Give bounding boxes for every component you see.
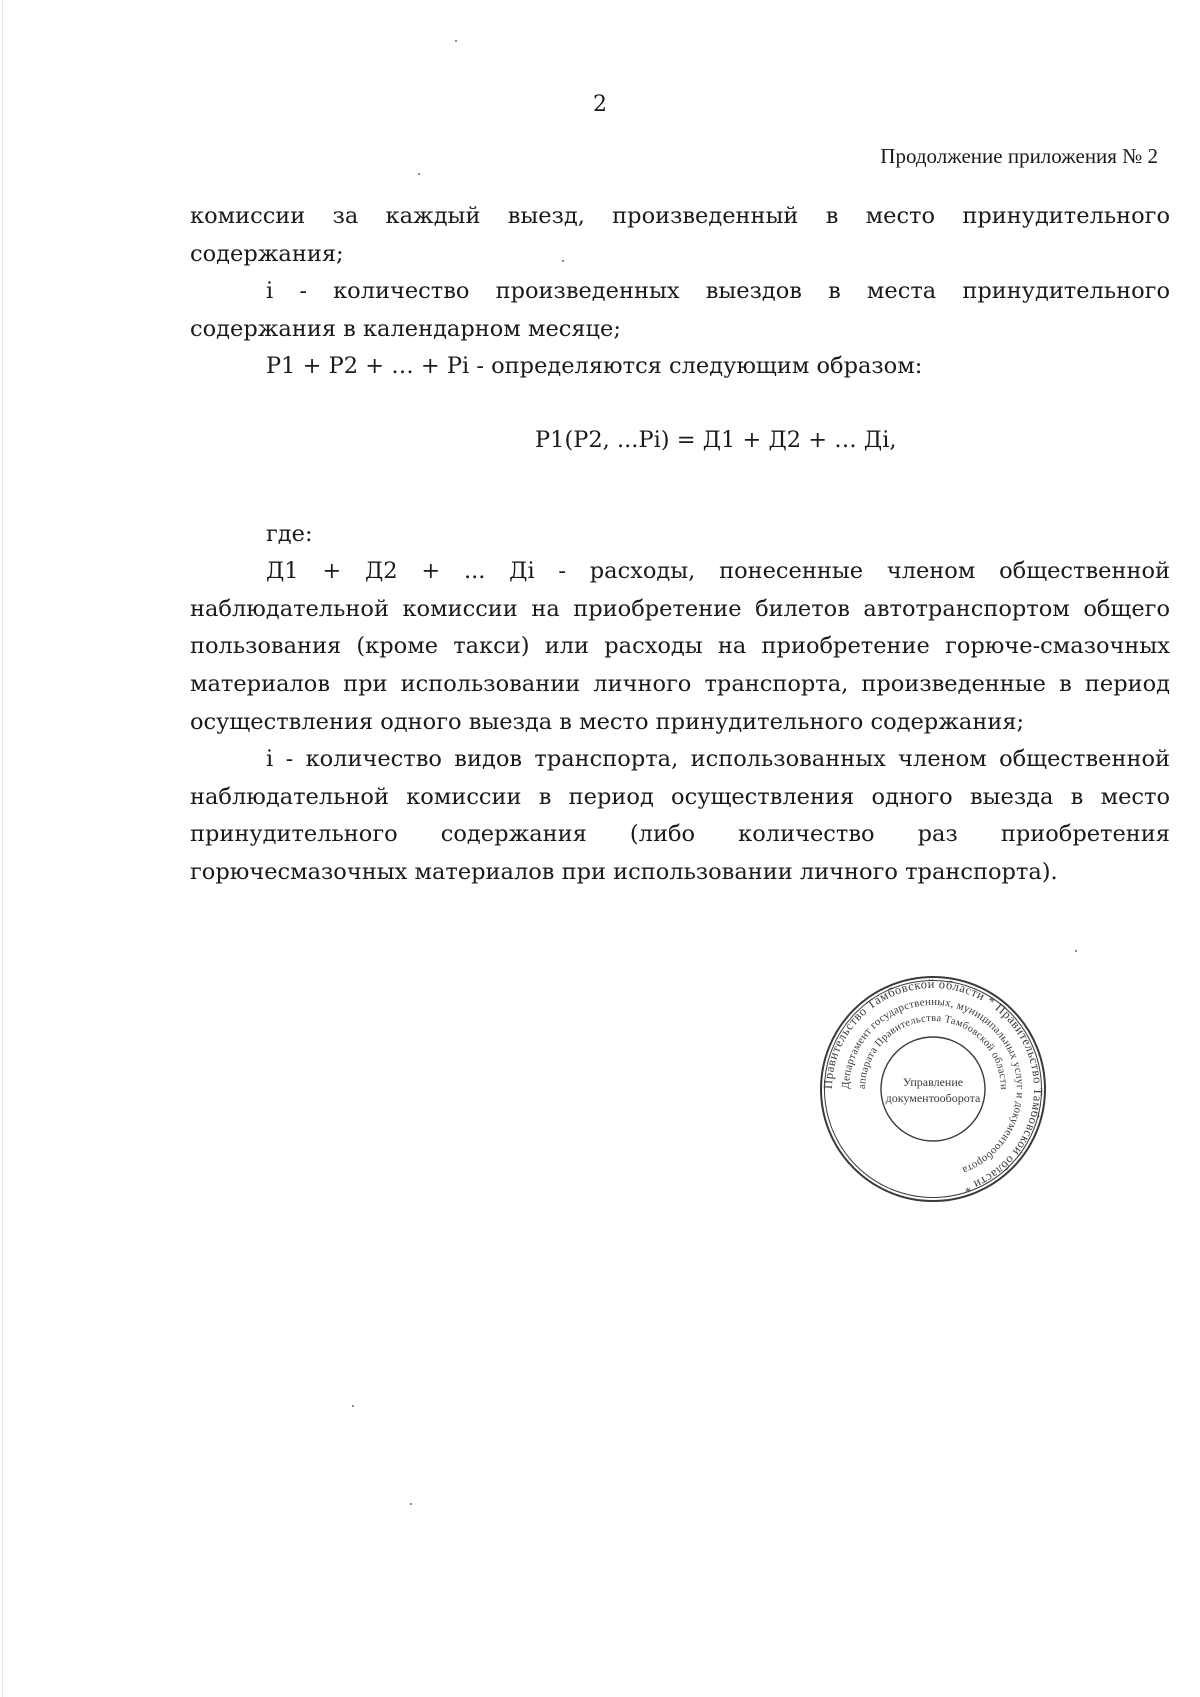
paragraph-commission-trip: комиссии за каждый выезд, произведенный в место принудительного содержания;: [190, 203, 1170, 267]
scan-speck: [455, 40, 457, 42]
scan-speck: [418, 173, 420, 175]
paragraph-transport-types: i - количество видов транспорта, использованных членом общественной наблюдательной комиссии в период осуществления одного выезда в место принудительного содержания (либо количество раз приобретения горючесмазочных материалов при использовании личного транспорта).: [190, 746, 1170, 885]
paragraph-expenses-definition: Д1 + Д2 + ... Дi - расходы, понесенные членом общественной наблюдательной комиссии на приобретение билетов автотранспортом общего пользования (кроме такси) или расходы на приобретение горюче-смазочных материалов при использовании личного транспорта, произведенные в период осуществления одного выезда в место принудительного содержания;: [190, 558, 1170, 735]
stamp-inner-ring-text: аппарата Правительства Тамбовской области: [856, 1012, 1010, 1091]
scan-speck: [352, 1405, 354, 1407]
document-body: [190, 198, 1170, 892]
scan-speck: [562, 260, 564, 262]
paragraph-formula-intro: P1 + P2 + … + Pi - определяются следующим образом:: [266, 353, 923, 380]
appendix-continuation-note: Продолжение приложения № 2: [880, 144, 1158, 168]
page-number: 2: [593, 92, 607, 117]
scan-edge: [2, 0, 3, 1697]
stamp-center-line1: Управление: [902, 1075, 964, 1089]
formula: P1(P2, ...Pi) = Д1 + Д2 + … Дi,: [535, 426, 897, 453]
paragraph-trip-count: i - количество произведенных выездов в места принудительного содержания в календарном месяце;: [190, 278, 1170, 342]
stamp-outer-ring-text: Правительство Тамбовской области * Правительство Тамбовской области *: [820, 976, 1046, 1197]
stamp-middle-ring-text: Департамент государственных, муниципальных услуг и документооборота: [839, 995, 1027, 1177]
scan-speck: [410, 1503, 412, 1505]
official-seal-stamp: [818, 974, 1048, 1204]
where-label: где:: [266, 520, 313, 547]
scan-speck: [1075, 950, 1077, 952]
stamp-center-line2: документооборота: [885, 1091, 981, 1105]
